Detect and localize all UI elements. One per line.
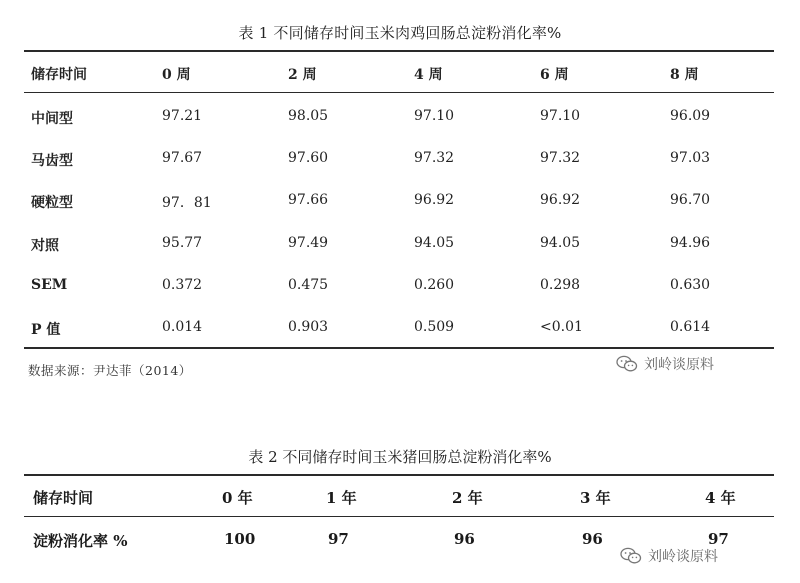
table2-row-label: 淀粉消化率 % <box>33 532 128 550</box>
table1-cell: 96.70 <box>670 192 711 208</box>
table1-cell: 96.92 <box>414 192 455 208</box>
table1-cell: 94.05 <box>540 235 581 251</box>
table1-cell: 0.509 <box>414 319 455 335</box>
table2-cell: 100 <box>224 530 256 548</box>
table1-cell: 97.66 <box>288 192 329 208</box>
table1-header-week-0: 0 周 <box>162 67 191 83</box>
table1-cell: 0.372 <box>162 277 203 293</box>
table1-cell: 97.67 <box>162 150 203 166</box>
table1-row-label-p-value <box>31 319 60 339</box>
table1-cell: 0.630 <box>670 277 711 293</box>
table1-cell: 97.32 <box>540 150 581 166</box>
table1-cell: 0.260 <box>414 277 455 293</box>
table1-cell: 97.49 <box>288 235 329 251</box>
table2-cell: 96 <box>454 530 475 548</box>
table1-cell: 97.21 <box>162 108 203 124</box>
table2-cell: 97 <box>708 530 729 548</box>
wechat-icon <box>616 355 638 373</box>
table1-cell: 94.96 <box>670 235 711 251</box>
table2-top-rule <box>24 474 774 476</box>
table1-cell: 0.298 <box>540 277 581 293</box>
watermark-text: 刘岭谈原料 <box>644 357 714 373</box>
table1-cell: 94.05 <box>414 235 455 251</box>
table1-cell: <0.01 <box>540 319 583 335</box>
watermark-bottom <box>620 546 718 566</box>
table1-cell: 98.05 <box>288 108 329 124</box>
table1-bottom-rule <box>24 347 774 349</box>
table1-cell: 97.10 <box>414 108 455 124</box>
table1-cell: 97．81 <box>162 195 212 211</box>
table1-header-week-2: 2 周 <box>288 67 317 83</box>
p-value-suffix: 值 <box>41 322 61 338</box>
table2-title: 表 2 不同储存时间玉米猪回肠总淀粉消化率% <box>248 448 552 466</box>
table1-row-label: 硬粒型 <box>31 195 73 211</box>
table1-cell: 0.475 <box>288 277 329 293</box>
table1-header-week-4: 4 周 <box>414 67 443 83</box>
table2-header-storage-time: 储存时间 <box>33 489 94 507</box>
table1-cell: 97.32 <box>414 150 455 166</box>
table1-header-rule <box>24 92 774 93</box>
table1-title: 表 1 不同储存时间玉米肉鸡回肠总淀粉消化率% <box>238 24 562 42</box>
table1-cell: 96.92 <box>540 192 581 208</box>
table1-cell: 0.903 <box>288 319 329 335</box>
table1-cell: 95.77 <box>162 235 203 251</box>
table2-header-year-3: 3 年 <box>580 489 611 507</box>
p-symbol: P <box>31 322 42 338</box>
table2-cell: 97 <box>328 530 349 548</box>
table2-header-year-0: 0 年 <box>222 489 253 507</box>
table2-header-rule <box>24 516 774 517</box>
table1-header-week-8: 8 周 <box>670 67 699 83</box>
table1-source: 数据来源：尹达菲（2014） <box>28 363 192 378</box>
table1-cell: 97.03 <box>670 150 711 166</box>
watermark <box>616 354 714 374</box>
table1-cell: 0.614 <box>670 319 711 335</box>
table2-header-year-4: 4 年 <box>705 489 736 507</box>
table1-cell: 97.10 <box>540 108 581 124</box>
table1-row-label: SEM <box>31 277 68 293</box>
watermark-text: 刘岭谈原料 <box>648 549 718 565</box>
table2-header-year-1: 1 年 <box>326 489 357 507</box>
table1-row-label: 中间型 <box>31 111 73 127</box>
table1-row-label: 马齿型 <box>31 153 73 169</box>
table1-cell: 97.60 <box>288 150 329 166</box>
table1-header-week-6: 6 周 <box>540 67 569 83</box>
table1-top-rule <box>24 50 774 52</box>
table1-cell: 0.014 <box>162 319 203 335</box>
table1-cell: 96.09 <box>670 108 711 124</box>
table1-row-label: 对照 <box>31 238 59 254</box>
table2-cell: 96 <box>582 530 603 548</box>
table1-header-storage-time: 储存时间 <box>31 67 87 83</box>
wechat-icon <box>620 547 642 565</box>
table2-header-year-2: 2 年 <box>452 489 483 507</box>
